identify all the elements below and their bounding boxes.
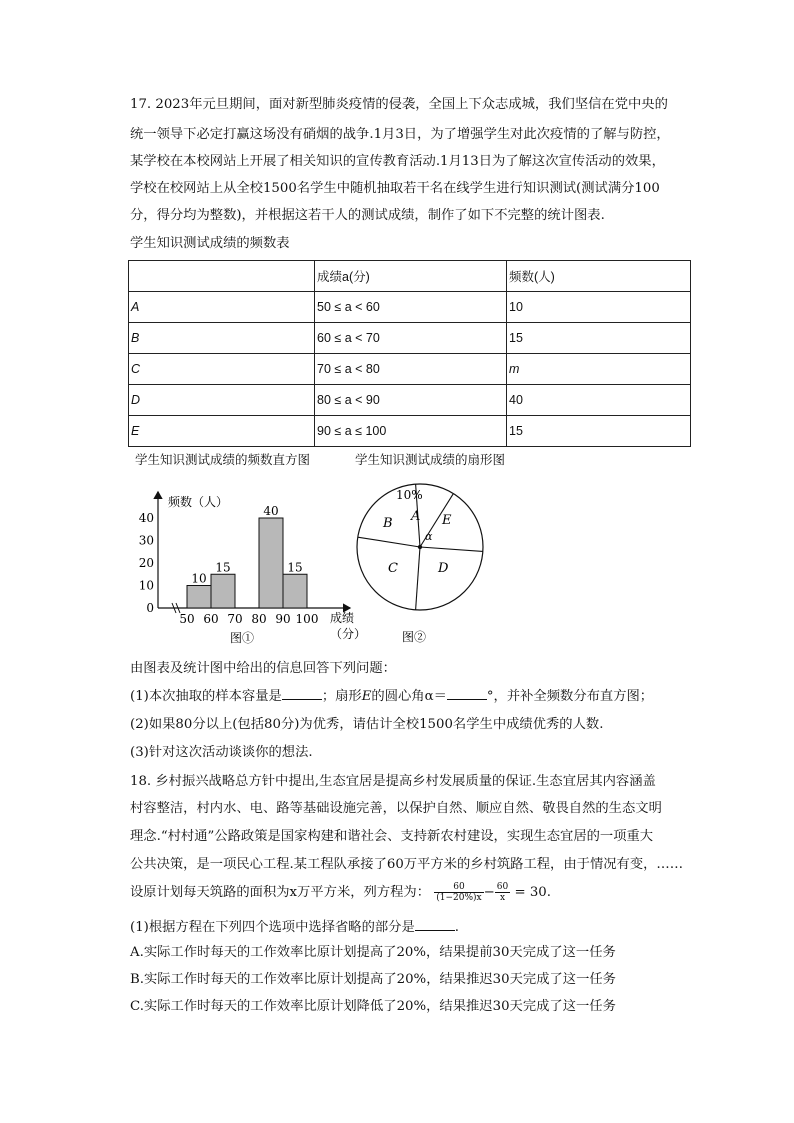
histogram-chart bbox=[128, 486, 367, 648]
fraction-1-denominator: (1−20%)x bbox=[436, 893, 482, 903]
pie-chart bbox=[350, 474, 500, 649]
answer-blank[interactable] bbox=[415, 918, 455, 931]
y-tick-label: 20 bbox=[138, 556, 154, 570]
fraction-1-numerator: 60 bbox=[434, 882, 483, 893]
pie-label-a: A bbox=[411, 509, 421, 524]
fraction-2-numerator: 60 bbox=[496, 882, 509, 892]
x-tick-label: 100 bbox=[295, 612, 319, 626]
table-cell: A bbox=[129, 292, 315, 323]
answer-blank[interactable] bbox=[282, 687, 322, 700]
table-cell: B bbox=[129, 323, 315, 354]
q18-option-b[interactable]: B.实际工作时每天的工作效率比原计划提高了20%，结果推迟30天完成了这一任务 bbox=[130, 972, 616, 987]
table-cell: 40 bbox=[507, 385, 691, 416]
histogram-bar-50-60 bbox=[187, 586, 211, 609]
table-cell: m bbox=[507, 354, 691, 385]
q18-q1-end: . bbox=[454, 920, 460, 935]
table-cell: 90 ≤ a ≤ 100 bbox=[315, 416, 507, 447]
q18-q1-text: (1)根据方程在下列四个选项中选择省略的部分是 bbox=[130, 920, 415, 935]
frequency-table bbox=[128, 260, 691, 447]
table-row bbox=[129, 292, 691, 323]
pie-divider-line bbox=[416, 547, 420, 610]
minus-sign: − bbox=[483, 885, 495, 900]
q17-line-1: 17. 2023年元旦期间，面对新型肺炎疫情的侵袭，全国上下众志成城，我们坚信在党中央的 bbox=[130, 97, 668, 112]
fraction-2 bbox=[495, 882, 510, 903]
table-cell: D bbox=[129, 385, 315, 416]
table-cell: 60 ≤ a < 70 bbox=[315, 323, 507, 354]
q18-line-2: 村容整洁，村内水、电、路等基础设施完善，以保护自然、顺应自然、敬畏自然的生态文明 bbox=[130, 801, 662, 816]
q17-q1-part-c: 的圆心角α＝ bbox=[371, 689, 447, 704]
q17-q1-part-d: °，并补全频数分布直方图； bbox=[486, 689, 654, 704]
table-cell: 15 bbox=[507, 323, 691, 354]
histogram-xlabel-unit: （分） bbox=[330, 627, 367, 641]
table-header-row bbox=[129, 261, 691, 292]
table-cell: 70 ≤ a < 80 bbox=[315, 354, 507, 385]
q18-line-1: 18. 乡村振兴战略总方针中提出,生态宜居是提高乡村发展质量的保证.生态宜居其内容涵盖 bbox=[130, 774, 656, 789]
answer-blank[interactable] bbox=[447, 687, 487, 700]
equation-rhs: = 30. bbox=[514, 885, 551, 900]
q17-line-3: 某学校在本校网站上开展了相关知识的宣传教育活动.1月13日为了解这次宣传活动的效果， bbox=[130, 154, 665, 169]
y-tick-label: 10 bbox=[138, 578, 154, 593]
x-tick-label: 80 bbox=[251, 612, 267, 626]
histogram-ylabel: 频数（人） bbox=[168, 495, 229, 509]
pie-center bbox=[418, 545, 422, 549]
q18-line-3: 理念.“村村通”公路政策是国家构建和谐社会、支持新农村建设，实现生态宜居的一项重大 bbox=[130, 829, 654, 844]
q18-equation-line bbox=[130, 882, 551, 903]
table-header-cell: 频数(人) bbox=[507, 261, 691, 292]
table-header-cell bbox=[129, 261, 315, 292]
y-tick-label: 0 bbox=[146, 601, 154, 615]
table-row bbox=[129, 385, 691, 416]
y-tick-label: 40 bbox=[138, 511, 154, 525]
pie-label-e: E bbox=[442, 513, 452, 528]
q17-q1-part-a: (1)本次抽取的样本容量是 bbox=[130, 689, 282, 704]
q17-q1-part-b: ；扇形 bbox=[321, 689, 362, 704]
pie-caption: 学生知识测试成绩的扇形图 bbox=[355, 452, 506, 467]
table-row bbox=[129, 416, 691, 447]
table-cell: 15 bbox=[507, 416, 691, 447]
x-tick-label: 50 bbox=[179, 612, 195, 626]
x-tick-label: 60 bbox=[203, 612, 219, 626]
histogram-bar-60-70 bbox=[211, 574, 235, 608]
pie-label-c: C bbox=[388, 561, 398, 576]
histogram-xlabel: 成绩 bbox=[330, 611, 355, 625]
q17-line-2: 统一领导下必定打赢这场没有硝烟的战争.1月3日，为了增强学生对此次疫情的了解与防控， bbox=[130, 127, 670, 142]
table-row bbox=[129, 323, 691, 354]
table-cell: E bbox=[129, 416, 315, 447]
table-header-cell: 成绩a(分) bbox=[315, 261, 507, 292]
table-row bbox=[129, 354, 691, 385]
table-title: 学生知识测试成绩的频数表 bbox=[130, 236, 290, 251]
pie-divider-line bbox=[358, 537, 420, 547]
q18-equation-text: 设原计划每天筑路的面积为x万平方米，列方程为： bbox=[130, 885, 431, 900]
table-cell: 10 bbox=[507, 292, 691, 323]
q18-line-4: 公共决策，是一项民心工程.某工程队承接了60万平方米的乡村筑路工程，由于情况有变，…… bbox=[130, 857, 684, 872]
table-cell: 80 ≤ a < 90 bbox=[315, 385, 507, 416]
q17-question-1 bbox=[130, 687, 653, 706]
pie-label-d: D bbox=[438, 561, 449, 576]
q17-line-5: 分，得分均为整数)，并根据这若干人的测试成绩，制作了如下不完整的统计图表. bbox=[130, 208, 605, 223]
fraction-2-denominator: x bbox=[499, 893, 506, 903]
bar-label: 10 bbox=[191, 571, 207, 586]
q18-option-a[interactable]: A.实际工作时每天的工作效率比原计划提高了20%，结果提前30天完成了这一任务 bbox=[130, 945, 616, 960]
q17-line-4: 学校在校网站上从全校1500名学生中随机抽取若干名在线学生进行知识测试(测试满分100 bbox=[130, 181, 660, 196]
questions-intro: 由图表及统计图中给出的信息回答下列问题： bbox=[130, 661, 396, 676]
y-tick-label: 30 bbox=[138, 533, 154, 548]
figure-2-label: 图② bbox=[402, 630, 427, 644]
figure-1-label: 图① bbox=[230, 631, 255, 645]
bar-label: 15 bbox=[287, 560, 303, 575]
q18-option-c[interactable]: C.实际工作时每天的工作效率比原计划降低了20%，结果推迟30天完成了这一任务 bbox=[130, 999, 616, 1014]
histogram-bar-80-90 bbox=[259, 518, 283, 608]
bar-label: 15 bbox=[215, 560, 231, 575]
bar-label: 40 bbox=[263, 504, 279, 518]
q17-q1-sector-e: E bbox=[361, 689, 372, 704]
q17-question-2: (2)如果80分以上(包括80分)为优秀，请估计全校1500名学生中成绩优秀的人数. bbox=[130, 717, 604, 732]
x-tick-label: 90 bbox=[275, 612, 291, 626]
pie-label-b: B bbox=[383, 516, 393, 531]
table-cell: 50 ≤ a < 60 bbox=[315, 292, 507, 323]
histogram-caption: 学生知识测试成绩的频数直方图 bbox=[135, 452, 311, 467]
table-cell: C bbox=[129, 354, 315, 385]
pie-alpha-label: α bbox=[425, 530, 433, 543]
pie-percent-label: 10% bbox=[396, 488, 423, 502]
fraction-1 bbox=[434, 882, 483, 903]
q17-question-3: (3)针对这次活动谈谈你的想法. bbox=[130, 745, 313, 760]
x-tick-label: 70 bbox=[227, 612, 243, 626]
q18-question-1 bbox=[130, 918, 459, 937]
pie-divider-line bbox=[420, 547, 483, 551]
histogram-bar-90-100 bbox=[283, 574, 307, 608]
